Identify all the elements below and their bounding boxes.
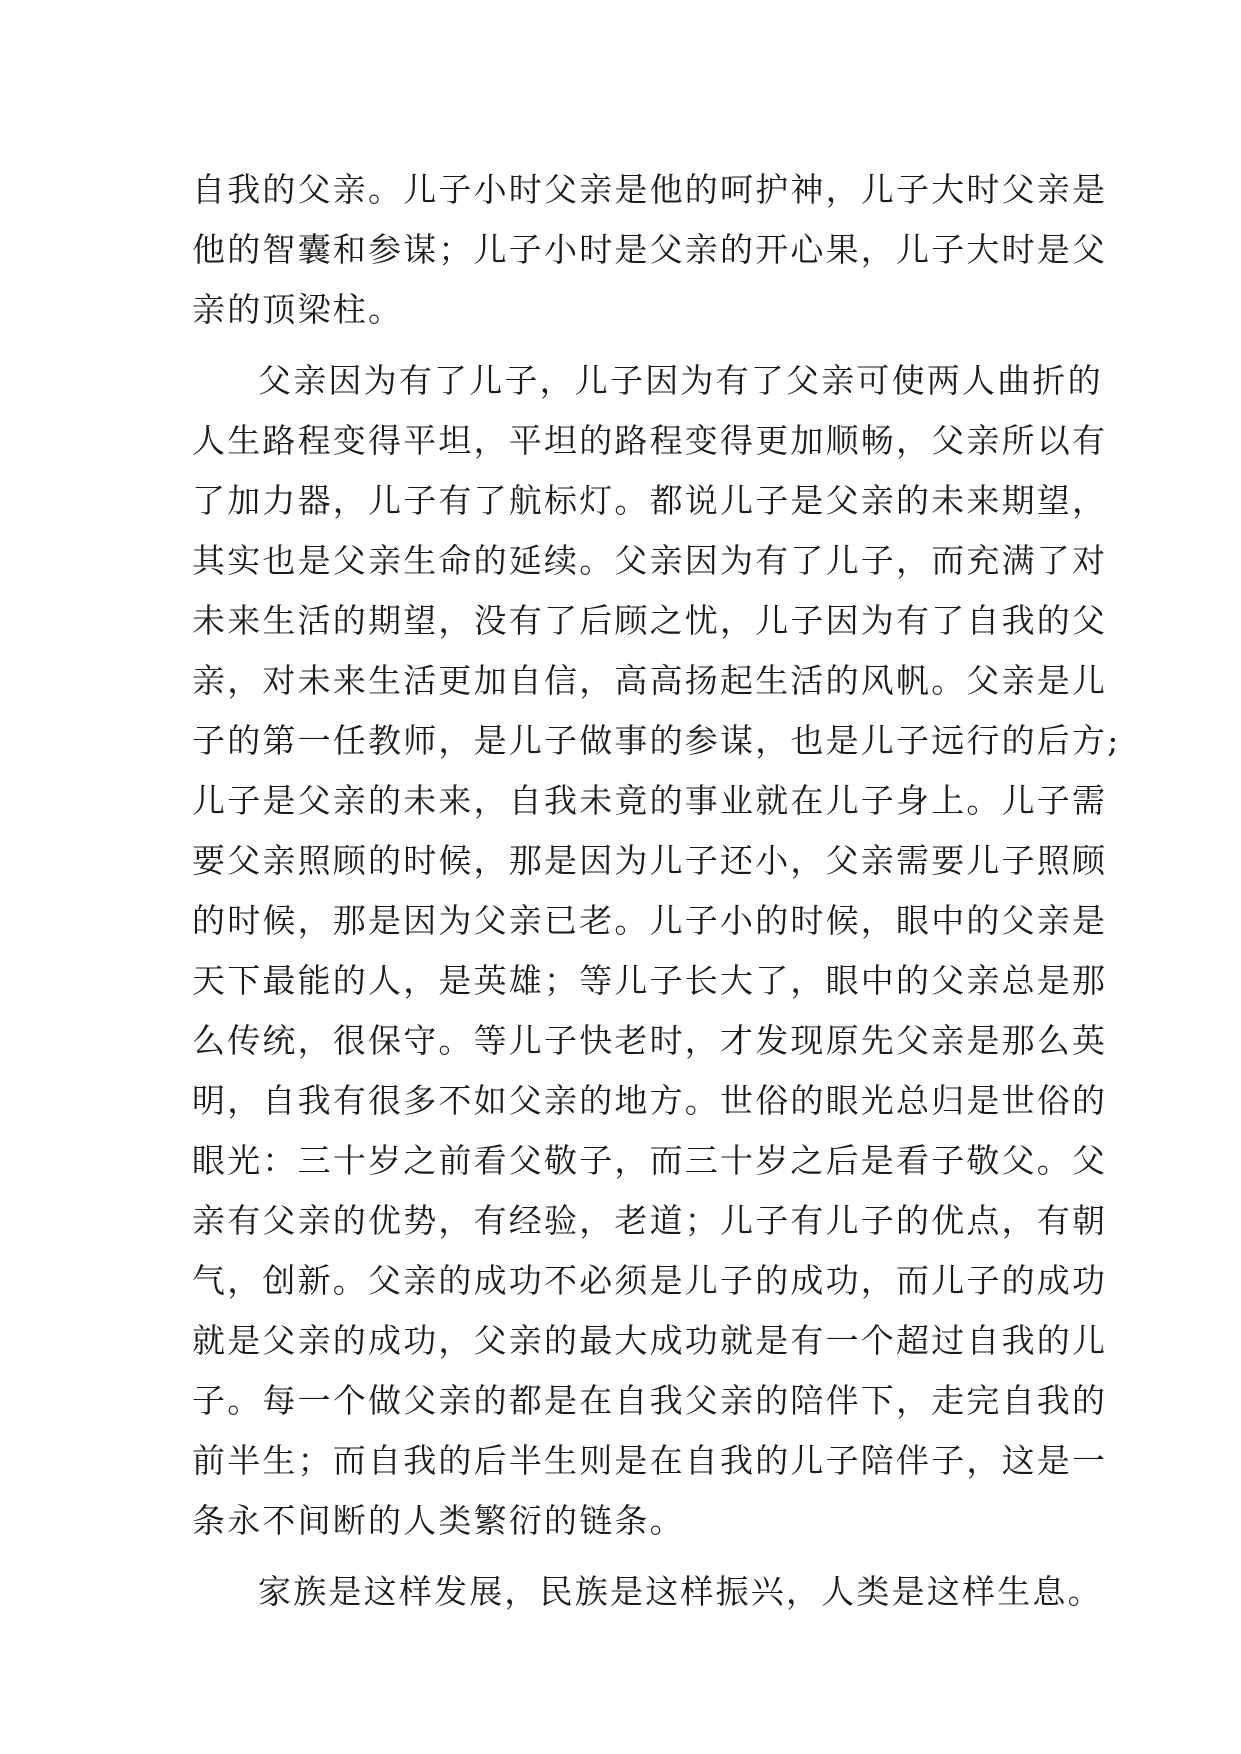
paragraph-1 — [192, 160, 1108, 340]
text-line: 其实也是父亲生命的延续。父亲因为有了儿子，而充满了对 — [192, 541, 1108, 580]
text-line: 天下最能的人，是英雄；等儿子长大了，眼中的父亲总是那 — [192, 961, 1108, 1000]
text-line: 么传统，很保守。等儿子快老时，才发现原先父亲是那么英 — [192, 1021, 1108, 1060]
text-line: 亲，对未来生活更加自信，高高扬起生活的风帆。父亲是儿 — [192, 661, 1108, 700]
text-line: 儿子是父亲的未来，自我未竟的事业就在儿子身上。儿子需 — [192, 781, 1108, 820]
text-line: 前半生；而自我的后半生则是在自我的儿子陪伴子，这是一 — [192, 1441, 1108, 1480]
text-line: 他的智囊和参谋；儿子小时是父亲的开心果，儿子大时是父 — [192, 230, 1108, 269]
text-line: 明，自我有很多不如父亲的地方。世俗的眼光总归是世俗的 — [192, 1081, 1108, 1120]
text-line: 条永不间断的人类繁衍的链条。 — [192, 1501, 685, 1540]
text-line: 亲有父亲的优势，有经验，老道；儿子有儿子的优点，有朝 — [192, 1201, 1108, 1240]
text-line: 亲的顶梁柱。 — [192, 290, 404, 329]
text-line: 未来生活的期望，没有了后顾之忧，儿子因为有了自我的父 — [192, 601, 1108, 640]
text-line: 家族是这样发展，民族是这样振兴，人类是这样生息。 — [258, 1572, 1103, 1611]
text-line: 自我的父亲。儿子小时父亲是他的呵护神，儿子大时父亲是 — [192, 170, 1108, 209]
text-line: 就是父亲的成功，父亲的最大成功就是有一个超过自我的儿 — [192, 1321, 1108, 1360]
text-line: 人生路程变得平坦，平坦的路程变得更加顺畅，父亲所以有 — [192, 421, 1108, 460]
text-line: 眼光：三十岁之前看父敬子，而三十岁之后是看子敬父。父 — [192, 1141, 1108, 1180]
text-line: 了加力器，儿子有了航标灯。都说儿子是父亲的未来期望， — [192, 481, 1108, 520]
text-line: 要父亲照顾的时候，那是因为儿子还小，父亲需要儿子照顾 — [192, 841, 1108, 880]
text-line: 气，创新。父亲的成功不必须是儿子的成功，而儿子的成功 — [192, 1261, 1108, 1300]
text-line: 的时候，那是因为父亲已老。儿子小的时候，眼中的父亲是 — [192, 901, 1108, 940]
body-text — [192, 160, 1121, 1622]
text-line: 子的第一任教师，是儿子做事的参谋，也是儿子远行的后方; — [192, 721, 1121, 760]
paragraph-3 — [192, 1562, 1103, 1622]
paragraph-2 — [192, 351, 1121, 1551]
text-line: 父亲因为有了儿子，儿子因为有了父亲可使两人曲折的 — [258, 361, 1103, 400]
text-line: 子。每一个做父亲的都是在自我父亲的陪伴下，走完自我的 — [192, 1381, 1108, 1420]
